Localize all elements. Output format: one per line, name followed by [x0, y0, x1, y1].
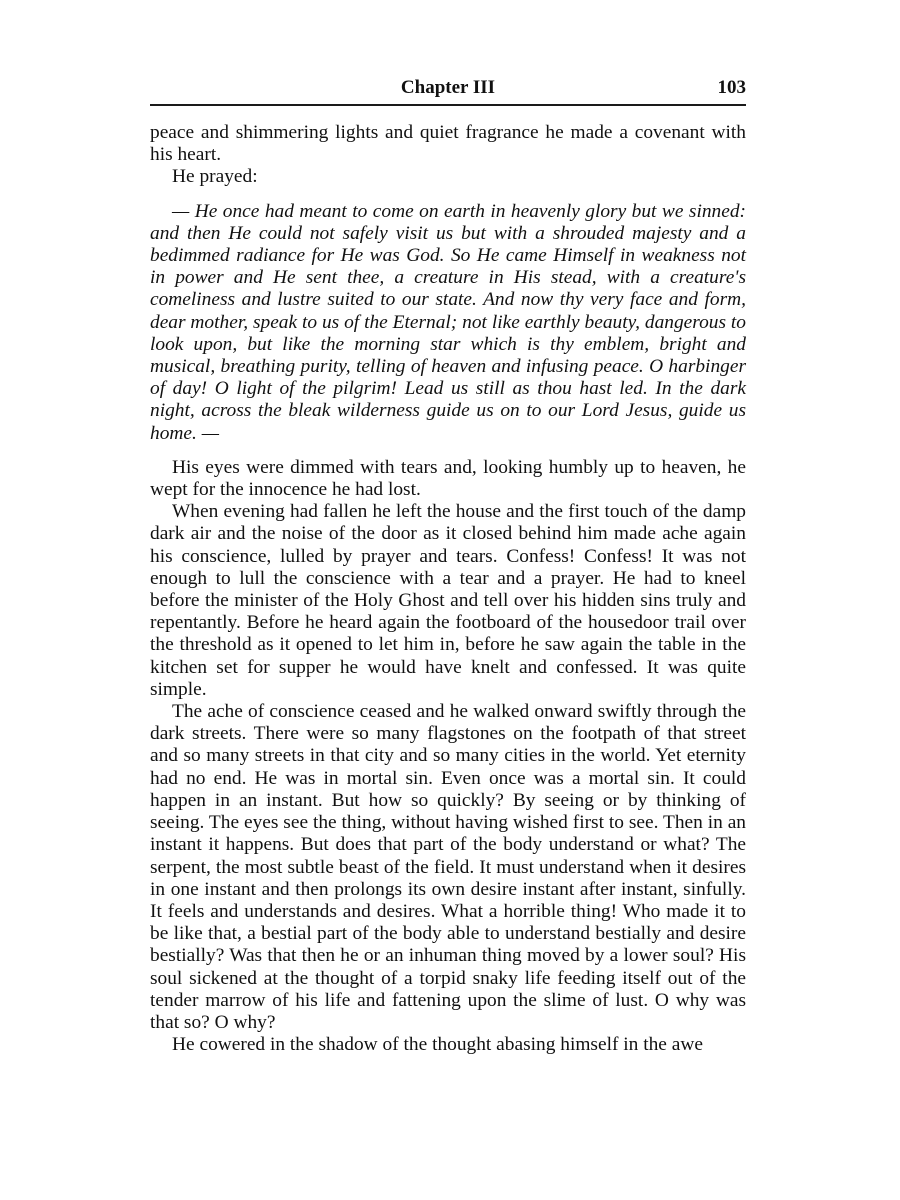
- paragraph-continuation: peace and shimmering lights and quiet fragrance he made a covenant with his heart.: [150, 122, 746, 166]
- prayer-passage: — He once had meant to come on earth in heavenly glory but we sinned: and then He could not safely visit us but with a shrouded majesty and a bedimmed radiance for He was God. So He came Himself in weakness not in power and He sent thee, a creature in His stead, with a creature's comeliness and lustre suited to our state. And now thy very face and form, dear mother, speak to us of the Eternal; not like earthly beauty, dangerous to look upon, but like the morning star which is thy emblem, bright and musical, breathing purity, telling of heaven and infusing peace. O harbinger of day! O light of the pilgrim! Lead us still as thou hast led. In the dark night, across the bleak wilderness guide us on to our Lord Jesus, guide us home. —: [150, 200, 746, 444]
- chapter-title: Chapter III: [400, 77, 496, 98]
- paragraph: When evening had fallen he left the house and the first touch of the damp dark air and the noise of the door as it closed behind him made ache again his conscience, lulled by prayer and tears. Confess! Confess! It was not enough to lull the conscience with a tear and a prayer. He had to kneel before the minister of the Holy Ghost and tell over his hidden sins truly and repentantly. Before he heard again the footboard of the housedoor trail over the threshold as it opened to let him in, before he saw again the table in the kitchen set for supper he would have knelt and confessed. It was quite simple.: [150, 501, 746, 700]
- paragraph-he-prayed: He prayed:: [172, 166, 258, 188]
- running-header: [150, 76, 746, 106]
- page-number: 103: [717, 77, 746, 98]
- paragraph: The ache of conscience ceased and he walked onward swiftly through the dark streets. There were so many flagstones on the footpath of that street and so many streets in that city and so many cities in the world. Yet eternity had no end. He was in mortal sin. Even once was a mortal sin. It could happen in an instant. But how so quickly? By seeing or by thinking of seeing. The eyes see the thing, without having wished first to see. Then in an instant it happens. But does that part of the body understand or what? The serpent, the most subtle beast of the field. It must understand when it desires in one instant and then prolongs its own desire instant after instant, sinfully. It feels and understands and desires. What a horrible thing! Who made it to be like that, a bestial part of the body able to understand bestially and desire bestially? Was that then he or an inhuman thing moved by a lower soul? His soul sickened at the thought of a torpid snaky life feeding itself out of the tender marrow of his life and fattening upon the slime of lust. O why was that so? O why?: [150, 701, 746, 1033]
- paragraph: His eyes were dimmed with tears and, looking humbly up to heaven, he wept for the innocence he had lost.: [150, 456, 746, 501]
- book-page: [150, 76, 746, 1056]
- paragraph: He cowered in the shadow of the thought abasing himself in the awe: [172, 1034, 703, 1056]
- page-body: [150, 122, 746, 1056]
